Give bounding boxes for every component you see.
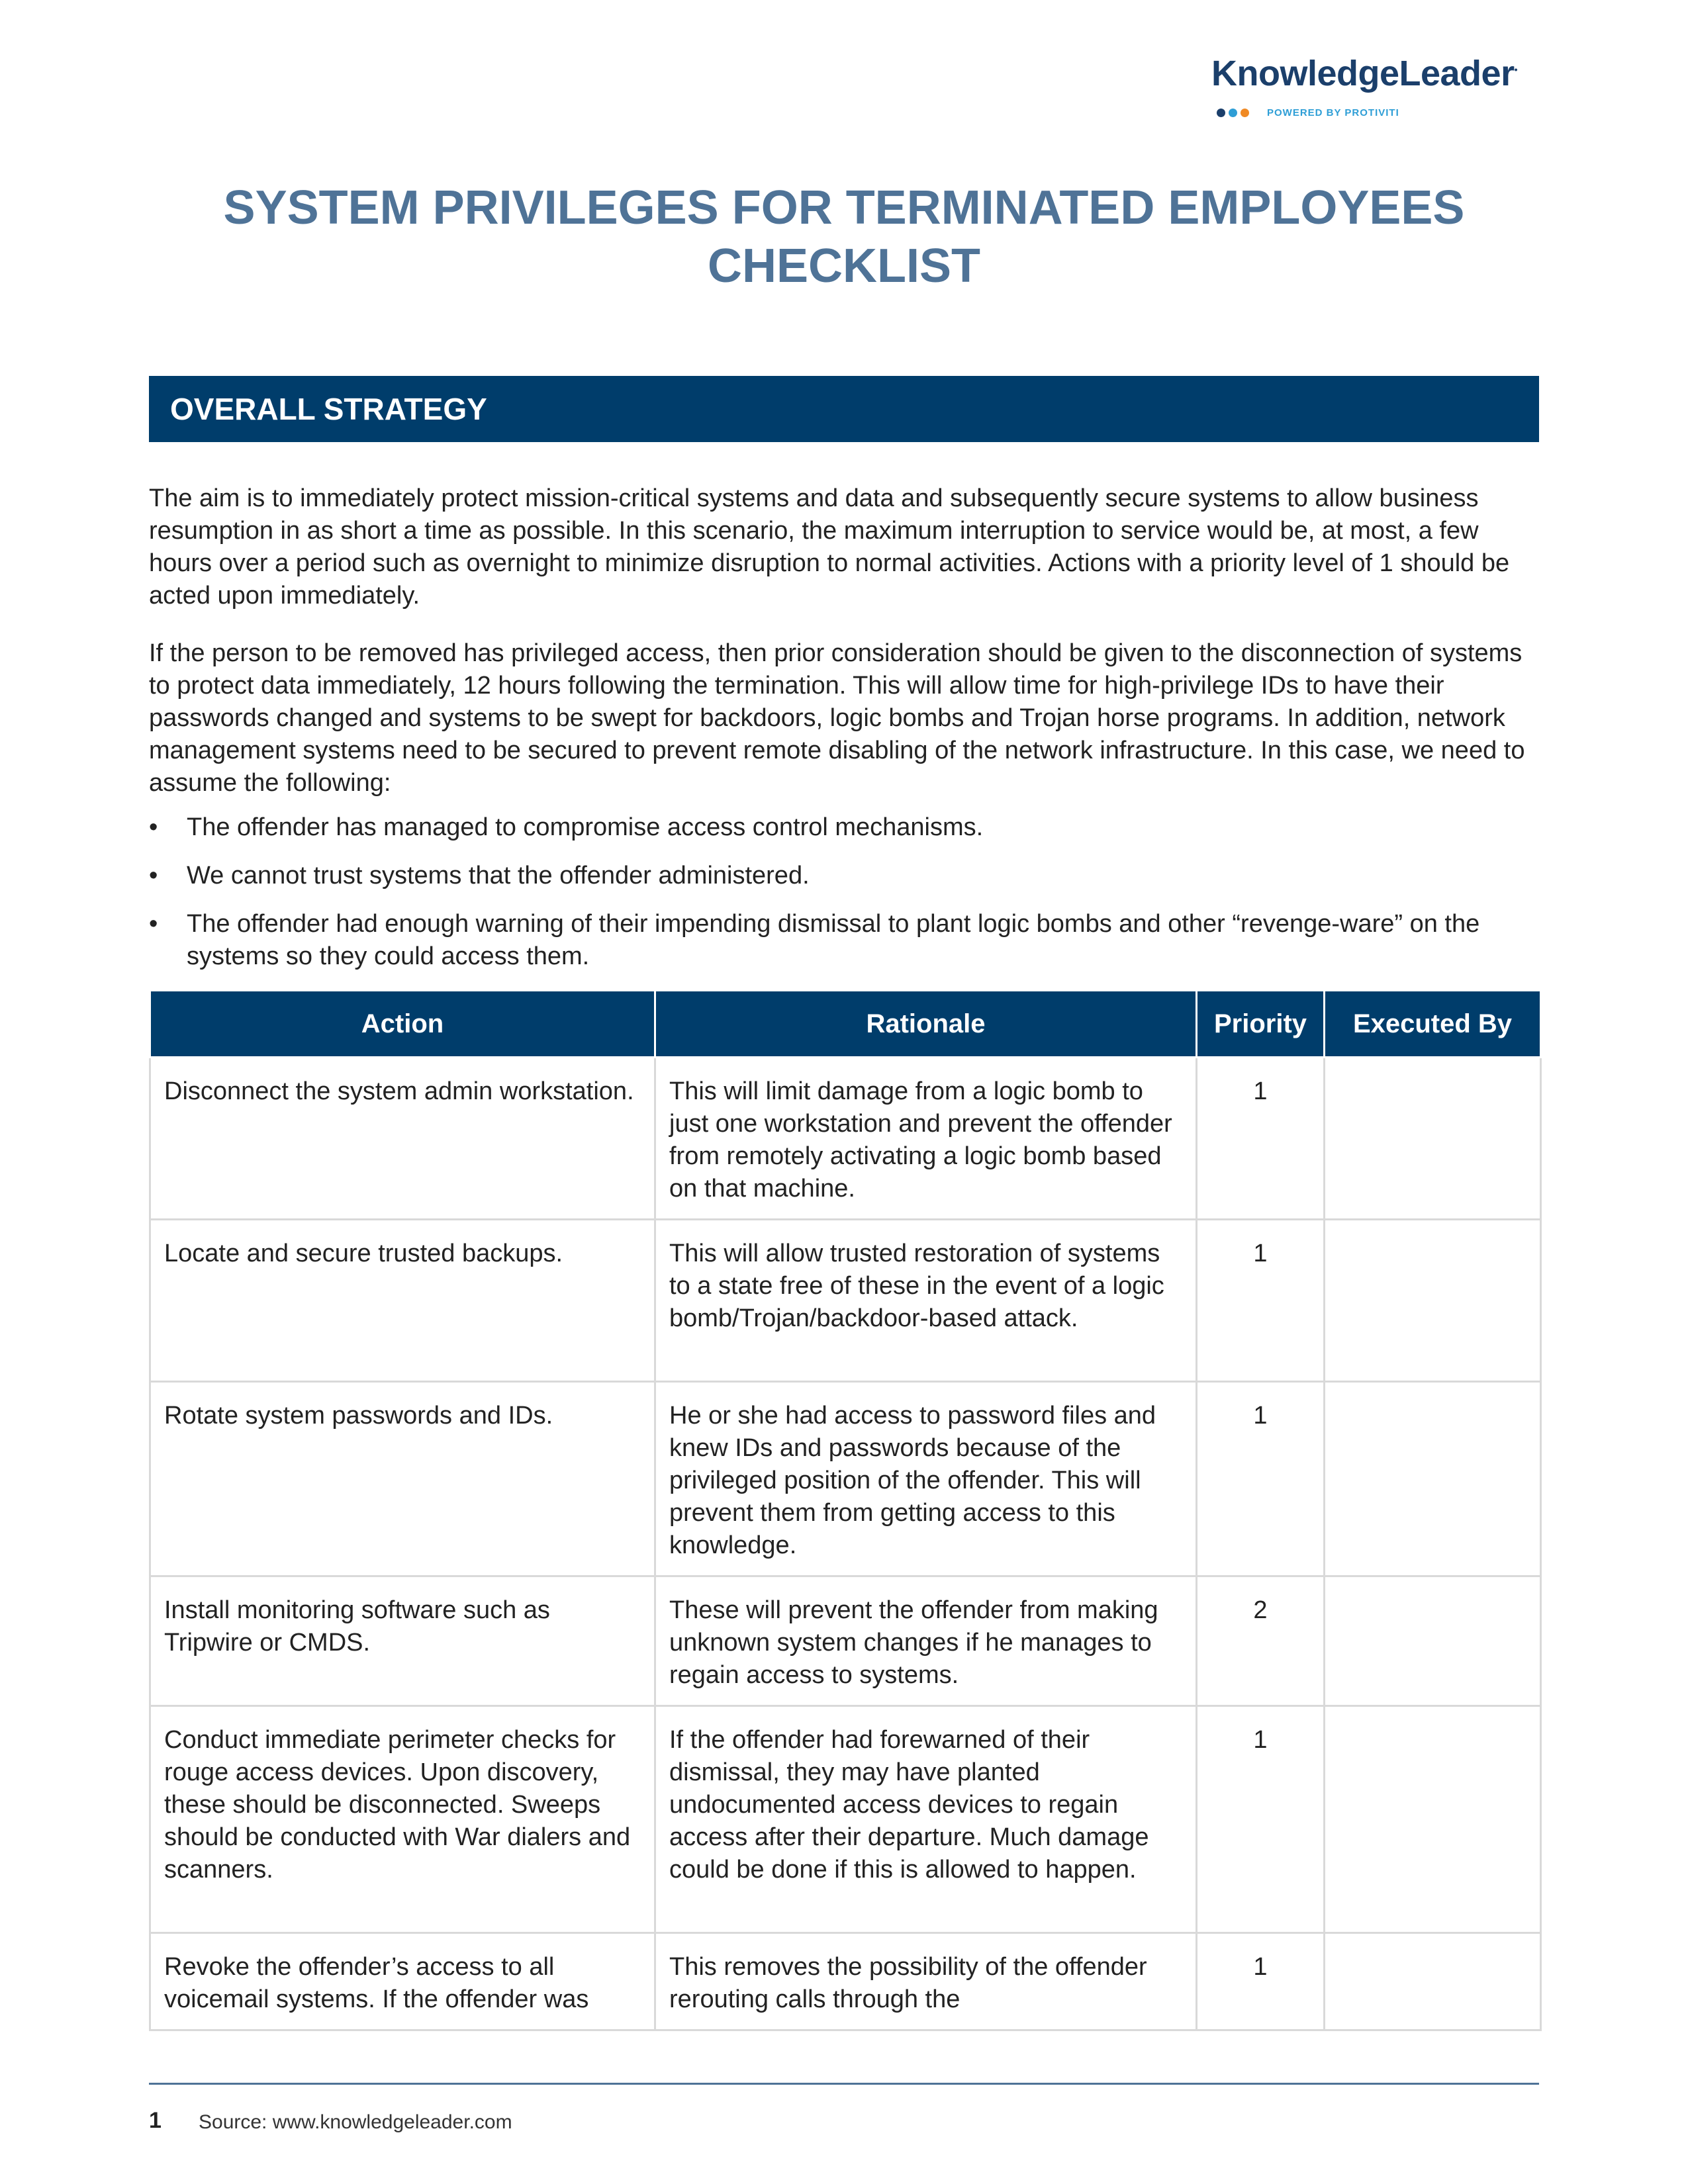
rationale-cell: This will allow trusted restoration of systems to a state free of these in the event of a logic bomb/Trojan/backdoor-based attack.	[655, 1220, 1197, 1382]
action-cell: Locate and secure trusted backups.	[150, 1220, 655, 1382]
table-header-row	[150, 991, 1541, 1058]
table-row	[150, 1382, 1541, 1576]
priority-cell: 1	[1197, 1933, 1325, 2030]
logo-dot-icon	[1241, 109, 1249, 117]
column-header-executed-by: Executed By	[1325, 991, 1541, 1058]
priority-cell: 2	[1197, 1576, 1325, 1706]
column-header-priority: Priority	[1197, 991, 1325, 1058]
bullet-icon: •	[149, 910, 158, 938]
executed-by-cell[interactable]	[1325, 1058, 1541, 1220]
table-row	[150, 1220, 1541, 1382]
title-line-1: SYSTEM PRIVILEGES FOR TERMINATED EMPLOYEES	[223, 181, 1465, 234]
knowledgeleader-logo	[1211, 53, 1542, 126]
rationale-cell: This will limit damage from a logic bomb to just one workstation and prevent the offender from remotely activating a logic bomb based on that machine.	[655, 1058, 1197, 1220]
list-item: • The offender had enough warning of their impending dismissal to plant logic bombs and other “revenge-ware” on the systems so they could access them.	[149, 908, 1539, 973]
action-cell: Install monitoring software such as Tripwire or CMDS.	[150, 1576, 655, 1706]
logo-dot-icon	[1217, 109, 1225, 117]
action-cell: Disconnect the system admin workstation.	[150, 1058, 655, 1220]
rationale-cell: He or she had access to password files and knew IDs and passwords because of the privileged position of the offender. This will prevent them from getting access to this knowledge.	[655, 1382, 1197, 1576]
table-row	[150, 1576, 1541, 1706]
column-header-rationale: Rationale	[655, 991, 1197, 1058]
action-cell: Rotate system passwords and IDs.	[150, 1382, 655, 1576]
section-header	[149, 376, 1539, 442]
action-cell: Conduct immediate perimeter checks for rouge access devices. Upon discovery, these should be disconnected. Sweeps should be conducted with War dialers and scanners.	[150, 1706, 655, 1933]
privileged-access-paragraph: If the person to be removed has privileged access, then prior consideration should be given to the disconnection of systems to protect data immediately, 12 hours following the termination. This will allow time for high-privilege IDs to have their passwords changed and systems to be swept for backdoors, logic bombs and Trojan horse programs. In addition, network management systems need to be secured to prevent remote disabling of the network infrastructure. In this case, we need to assume the following:	[149, 639, 1525, 797]
document-title	[149, 179, 1539, 295]
checklist-table	[149, 989, 1542, 2031]
page-number: 1	[149, 2108, 162, 2133]
list-item: • The offender has managed to compromise access control mechanisms.	[149, 811, 1539, 844]
priority-cell: 1	[1197, 1382, 1325, 1576]
priority-cell: 1	[1197, 1220, 1325, 1382]
rationale-cell: This removes the possibility of the offender rerouting calls through the	[655, 1933, 1197, 2030]
bullet-icon: •	[149, 813, 158, 841]
intro-paragraph: The aim is to immediately protect mission-critical systems and data and subsequently secure systems to allow business resumption in as short a time as possible. In this scenario, the maximum interruption to service would be, at most, a few hours over a period such as overnight to minimize disruption to normal activities. Actions with a priority level of 1 should be acted upon immediately.	[149, 484, 1510, 610]
logo-tagline-row	[1217, 107, 1399, 118]
priority-cell: 1	[1197, 1058, 1325, 1220]
title-line-2: CHECKLIST	[708, 240, 980, 293]
section-heading: OVERALL STRATEGY	[170, 392, 487, 426]
bullet-icon: •	[149, 862, 158, 889]
table-row	[150, 1706, 1541, 1933]
logo-tagline: POWERED BY PROTIVITI	[1267, 107, 1399, 118]
footer-divider	[149, 2083, 1539, 2085]
executed-by-cell[interactable]	[1325, 1576, 1541, 1706]
logo-dot-icon	[1229, 109, 1237, 117]
source-line: Source: www.knowledgeleader.com	[199, 2111, 512, 2133]
table-row	[150, 1058, 1541, 1220]
executed-by-cell[interactable]	[1325, 1382, 1541, 1576]
rationale-cell: These will prevent the offender from making unknown system changes if he manages to regain access to systems.	[655, 1576, 1197, 1706]
priority-cell: 1	[1197, 1706, 1325, 1933]
rationale-cell: If the offender had forewarned of their dismissal, they may have planted undocumented access devices to regain access after their departure. Much damage could be done if this is allowed to happen.	[655, 1706, 1197, 1933]
table-row	[150, 1933, 1541, 2030]
logo-wordmark: KnowledgeLeader•	[1211, 54, 1517, 93]
column-header-action: Action	[150, 991, 655, 1058]
executed-by-cell[interactable]	[1325, 1706, 1541, 1933]
executed-by-cell[interactable]	[1325, 1933, 1541, 2030]
list-item: • We cannot trust systems that the offender administered.	[149, 860, 1539, 892]
assumption-list	[149, 811, 1539, 989]
executed-by-cell[interactable]	[1325, 1220, 1541, 1382]
action-cell: Revoke the offender’s access to all voicemail systems. If the offender was	[150, 1933, 655, 2030]
